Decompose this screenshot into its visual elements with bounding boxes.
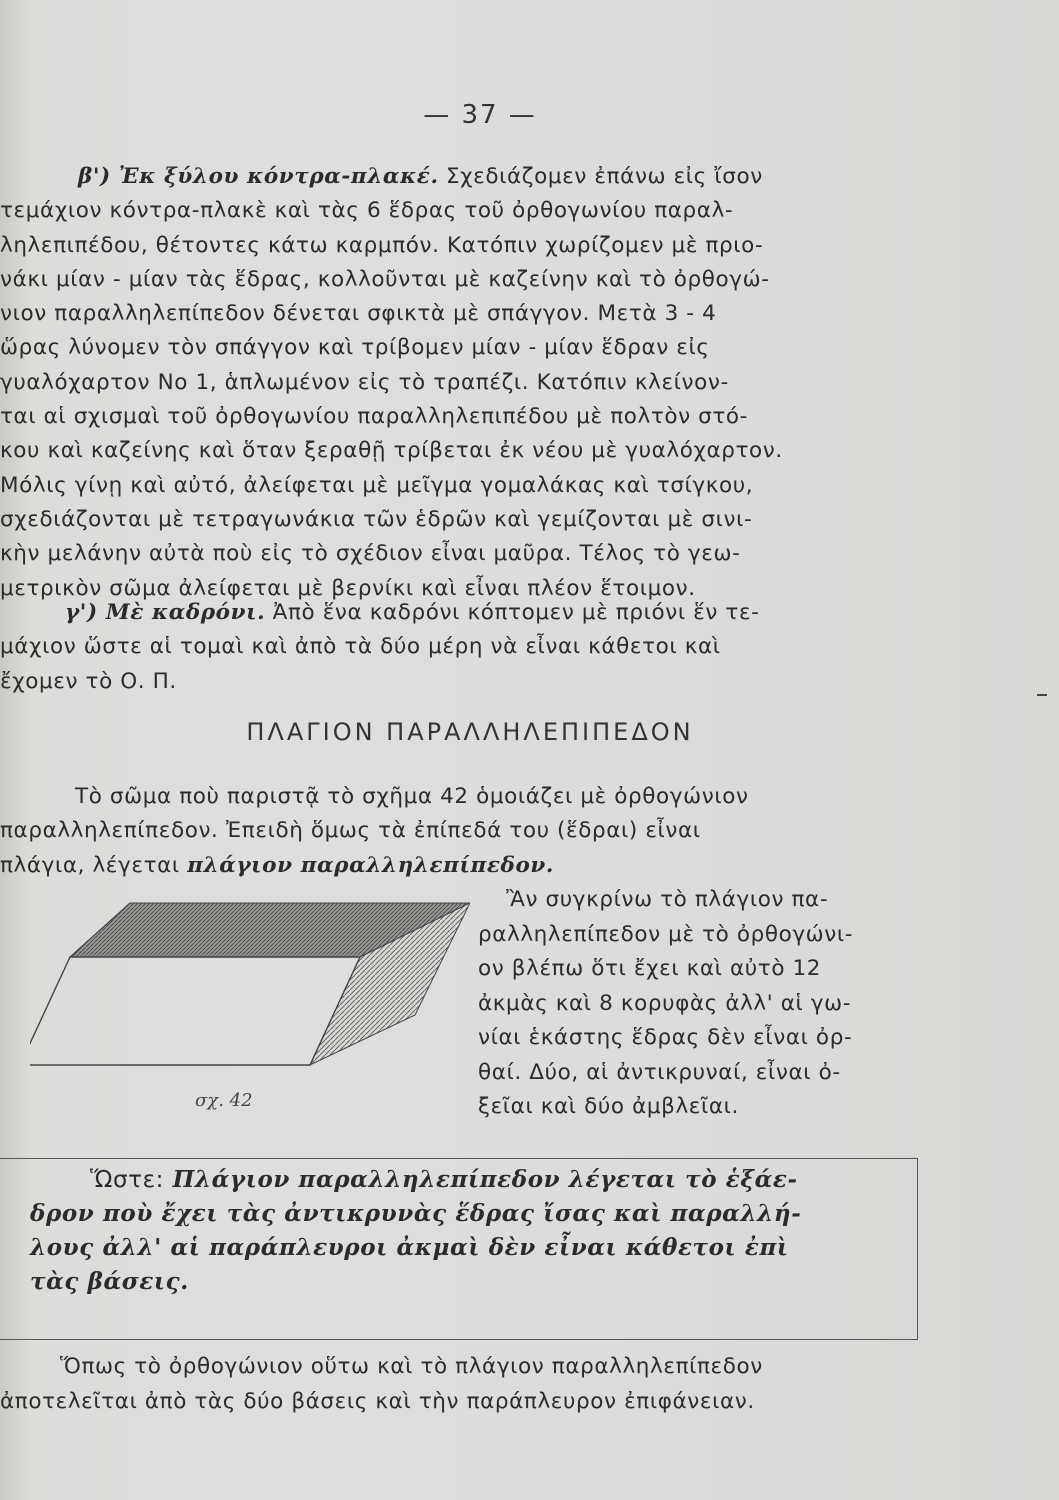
section-c-paragraph xyxy=(0,596,940,699)
front-face xyxy=(30,957,360,1065)
intro-paragraph xyxy=(0,780,940,883)
section-b-line-3: νάκι μίαν - μίαν τὰς ἕδρας, κολλοῦνται μὲ καζείνην καὶ τὸ ὀρθογώ- xyxy=(0,266,770,292)
section-b-label: β') Ἐκ ξύλου κόντρα-πλακέ. xyxy=(78,164,439,189)
section-b-line-12: μετρικὸν σῶμα ἀλείφεται μὲ βερνίκι καὶ εἶναι πλέον ἕτοιμον. xyxy=(0,575,696,601)
side-line-2: ον βλέπω ὅτι ἔχει καὶ αὐτὸ 12 xyxy=(478,956,822,981)
figure-caption: σχ. 42 xyxy=(195,1090,253,1111)
section-b-line-0: Σχεδιάζομεν ἐπάνω εἰς ἴσον xyxy=(438,164,763,189)
section-b-line-6: γυαλόχαρτον Νο 1, ἁπλωμένον εἰς τὸ τραπέζι. Κατόπιν κλείνον- xyxy=(0,369,729,395)
closing-line-1: ἀποτελεῖται ἀπὸ τὰς δύο βάσεις καὶ τὴν παράπλευρον ἐπιφάνειαν. xyxy=(0,1388,755,1414)
section-b-paragraph xyxy=(0,160,940,606)
side-line-0: Ἂν συγκρίνω τὸ πλάγιον πα- xyxy=(506,887,829,912)
definition-line-3: τὰς βάσεις. xyxy=(30,1268,189,1295)
definition-label: Ὥστε: xyxy=(90,1167,164,1193)
section-b-line-5: ὥρας λύνομεν τὸν σπάγγον καὶ τρίβομεν μίαν - μίαν ἕδραν εἰς xyxy=(0,335,710,361)
section-heading: ΠΛΑΓΙΟΝ ΠΑΡΑΛΛΗΛΕΠΙΠΕΔΟΝ xyxy=(246,718,694,746)
figure-side-text xyxy=(478,883,923,1125)
section-b-line-1: τεμάχιον κόντρα-πλακὲ καὶ τὰς 6 ἕδρας τοῦ ὀρθογωνίου παραλ- xyxy=(0,198,734,224)
section-b-line-7: ται αἱ σχισμαὶ τοῦ ὀρθογωνίου παραλληλεπιπέδου μὲ πολτὸν στό- xyxy=(0,404,749,430)
side-line-5: θαί. Δύο, αἱ ἀντικρυναί, εἶναι ὀ- xyxy=(478,1059,841,1085)
section-b-line-10: σχεδιάζονται μὲ τετραγωνάκια τῶν ἑδρῶν καὶ γεμίζονται μὲ σινι- xyxy=(0,506,753,532)
section-c-label: γ') Μὲ καδρόνι. xyxy=(65,600,266,625)
definition-line-1: δρον ποὺ ἔχει τὰς ἀντικρυνὰς ἕδρας ἴσας καὶ παραλλή- xyxy=(30,1200,802,1227)
closing-paragraph xyxy=(0,1350,940,1419)
intro-line-2: πλάγια, λέγεται xyxy=(0,852,188,878)
section-c-line-1: μάχιον ὥστε αἱ τομαὶ καὶ ἀπὸ τὰ δύο μέρη νὰ εἶναι κάθετοι καὶ xyxy=(0,634,721,660)
intro-line-1: παραλληλεπίπεδον. Ἐπειδὴ ὅμως τὰ ἐπίπεδά του (ἕδραι) εἶναι xyxy=(0,818,701,844)
definition-text xyxy=(30,1163,900,1299)
section-b-line-11: κὴν μελάνην αὐτὰ ποὺ εἰς τὸ σχέδιον εἶναι μαῦρα. Τέλος τὸ γεω- xyxy=(0,541,741,567)
page-number: — 37 — xyxy=(423,100,537,130)
side-line-1: ραλληλεπίπεδον μὲ τὸ ὀρθογώνι- xyxy=(478,921,854,947)
definition-line-0: Πλάγιον παραλληλεπίπεδον λέγεται τὸ ἑξάε- xyxy=(163,1166,798,1193)
side-line-3: ἀκμὰς καὶ 8 κορυφὰς ἀλλ' αἱ γω- xyxy=(478,990,852,1016)
section-c-line-2: ἔχομεν τὸ Ο. Π. xyxy=(0,668,177,694)
margin-mark xyxy=(1037,694,1047,696)
section-b-line-8: κου καὶ καζείνης καὶ ὅταν ξεραθῇ τρίβεται ἐκ νέου μὲ γυαλόχαρτον. xyxy=(0,438,783,464)
closing-line-0: Ὅπως τὸ ὀρθογώνιον οὕτω καὶ τὸ πλάγιον παραλληλεπίπεδον xyxy=(60,1354,763,1379)
intro-term: πλάγιον παραλληλεπίπεδον. xyxy=(187,852,554,878)
definition-line-2: λους ἀλλ' αἱ παράπλευροι ἀκμαὶ δὲν εἶναι κάθετοι ἐπὶ xyxy=(30,1234,789,1261)
section-b-line-9: Μόλις γίνῃ καὶ αὐτό, ἀλείφεται μὲ μεῖγμα γομαλάκας καὶ τσίγκου, xyxy=(0,472,754,498)
section-b-line-2: ληλεπιπέδου, θέτοντες κάτω καρμπόν. Κατόπιν χωρίζομεν μὲ πριο- xyxy=(0,232,764,258)
side-line-4: νίαι ἑκάστης ἕδρας δὲν εἶναι ὀρ- xyxy=(478,1025,853,1050)
section-c-line-0: Ἀπὸ ἕνα καδρόνι κόπτομεν μὲ πριόνι ἕν τε- xyxy=(265,600,760,625)
section-b-line-4: νιον παραλληλεπίπεδον δένεται σφικτὰ μὲ σπάγγον. Μετὰ 3 - 4 xyxy=(0,301,717,327)
intro-line-0: Τὸ σῶμα ποὺ παριστᾷ τὸ σχῆμα 42 ὁμοιάζει μὲ ὀρθογώνιον xyxy=(75,784,749,809)
side-line-6: ξεῖαι καὶ δύο ἀμβλεῖαι. xyxy=(478,1094,739,1119)
